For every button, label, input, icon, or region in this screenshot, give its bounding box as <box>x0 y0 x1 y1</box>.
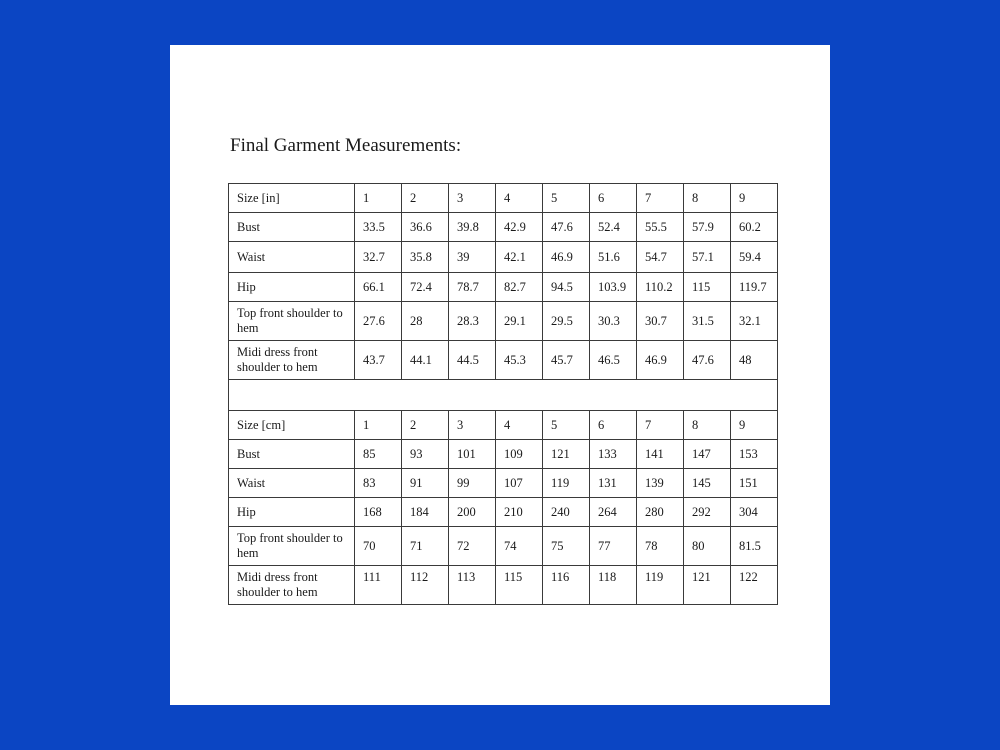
value-cell: 32.1 <box>731 302 778 341</box>
value-cell: 292 <box>684 498 731 527</box>
size-cell: 5 <box>543 184 590 213</box>
value-cell: 78 <box>637 527 684 566</box>
value-cell: 147 <box>684 440 731 469</box>
value-cell: 119.7 <box>731 273 778 302</box>
table-header-row-cm <box>229 411 778 440</box>
value-cell: 103.9 <box>590 273 637 302</box>
value-cell: 57.1 <box>684 242 731 273</box>
value-cell: 115 <box>684 273 731 302</box>
value-cell: 118 <box>590 566 637 605</box>
value-cell: 46.5 <box>590 341 637 380</box>
size-cell: 2 <box>402 184 449 213</box>
size-cell: 1 <box>355 184 402 213</box>
table-row <box>229 469 778 498</box>
table-row <box>229 566 778 605</box>
size-header-cm: Size [cm] <box>229 411 355 440</box>
value-cell: 101 <box>449 440 496 469</box>
row-label: Waist <box>229 242 355 273</box>
divider-cell <box>229 380 778 411</box>
value-cell: 36.6 <box>402 213 449 242</box>
value-cell: 29.1 <box>496 302 543 341</box>
value-cell: 93 <box>402 440 449 469</box>
value-cell: 44.5 <box>449 341 496 380</box>
value-cell: 200 <box>449 498 496 527</box>
value-cell: 240 <box>543 498 590 527</box>
row-label: Hip <box>229 498 355 527</box>
value-cell: 55.5 <box>637 213 684 242</box>
table-row <box>229 440 778 469</box>
value-cell: 184 <box>402 498 449 527</box>
value-cell: 27.6 <box>355 302 402 341</box>
value-cell: 70 <box>355 527 402 566</box>
page-title: Final Garment Measurements: <box>230 135 462 156</box>
size-cell: 2 <box>402 411 449 440</box>
value-cell: 210 <box>496 498 543 527</box>
value-cell: 47.6 <box>684 341 731 380</box>
value-cell: 44.1 <box>402 341 449 380</box>
value-cell: 81.5 <box>731 527 778 566</box>
value-cell: 82.7 <box>496 273 543 302</box>
value-cell: 33.5 <box>355 213 402 242</box>
size-cell: 3 <box>449 184 496 213</box>
size-cell: 5 <box>543 411 590 440</box>
value-cell: 28.3 <box>449 302 496 341</box>
value-cell: 66.1 <box>355 273 402 302</box>
value-cell: 46.9 <box>543 242 590 273</box>
value-cell: 78.7 <box>449 273 496 302</box>
value-cell: 115 <box>496 566 543 605</box>
table-row <box>229 498 778 527</box>
value-cell: 72.4 <box>402 273 449 302</box>
row-label: Midi dress front shoulder to hem <box>229 341 355 380</box>
value-cell: 72 <box>449 527 496 566</box>
value-cell: 304 <box>731 498 778 527</box>
value-cell: 264 <box>590 498 637 527</box>
value-cell: 60.2 <box>731 213 778 242</box>
table-row <box>229 213 778 242</box>
size-cell: 8 <box>684 411 731 440</box>
value-cell: 133 <box>590 440 637 469</box>
value-cell: 151 <box>731 469 778 498</box>
row-label: Top front shoulder to hem <box>229 302 355 341</box>
document-page <box>170 45 830 705</box>
row-label: Waist <box>229 469 355 498</box>
size-cell: 4 <box>496 411 543 440</box>
size-cell: 6 <box>590 411 637 440</box>
value-cell: 119 <box>637 566 684 605</box>
value-cell: 122 <box>731 566 778 605</box>
value-cell: 59.4 <box>731 242 778 273</box>
value-cell: 110.2 <box>637 273 684 302</box>
table-divider-row <box>229 380 778 411</box>
value-cell: 74 <box>496 527 543 566</box>
row-label: Hip <box>229 273 355 302</box>
size-cell: 7 <box>637 411 684 440</box>
value-cell: 42.1 <box>496 242 543 273</box>
size-cell: 7 <box>637 184 684 213</box>
value-cell: 113 <box>449 566 496 605</box>
size-cell: 4 <box>496 184 543 213</box>
value-cell: 43.7 <box>355 341 402 380</box>
size-cell: 3 <box>449 411 496 440</box>
value-cell: 46.9 <box>637 341 684 380</box>
value-cell: 121 <box>684 566 731 605</box>
value-cell: 52.4 <box>590 213 637 242</box>
value-cell: 83 <box>355 469 402 498</box>
value-cell: 51.6 <box>590 242 637 273</box>
size-cell: 9 <box>731 411 778 440</box>
value-cell: 30.3 <box>590 302 637 341</box>
value-cell: 99 <box>449 469 496 498</box>
size-cell: 1 <box>355 411 402 440</box>
value-cell: 145 <box>684 469 731 498</box>
value-cell: 57.9 <box>684 213 731 242</box>
value-cell: 109 <box>496 440 543 469</box>
value-cell: 94.5 <box>543 273 590 302</box>
value-cell: 107 <box>496 469 543 498</box>
table-row <box>229 273 778 302</box>
value-cell: 45.3 <box>496 341 543 380</box>
row-label: Bust <box>229 440 355 469</box>
size-cell: 6 <box>590 184 637 213</box>
value-cell: 153 <box>731 440 778 469</box>
value-cell: 32.7 <box>355 242 402 273</box>
size-cell: 8 <box>684 184 731 213</box>
value-cell: 30.7 <box>637 302 684 341</box>
table-row <box>229 302 778 341</box>
size-cell: 9 <box>731 184 778 213</box>
value-cell: 35.8 <box>402 242 449 273</box>
value-cell: 45.7 <box>543 341 590 380</box>
value-cell: 91 <box>402 469 449 498</box>
size-header-in: Size [in] <box>229 184 355 213</box>
table-row <box>229 341 778 380</box>
value-cell: 29.5 <box>543 302 590 341</box>
value-cell: 119 <box>543 469 590 498</box>
row-label: Bust <box>229 213 355 242</box>
value-cell: 141 <box>637 440 684 469</box>
value-cell: 71 <box>402 527 449 566</box>
row-label: Midi dress front shoulder to hem <box>229 566 355 605</box>
value-cell: 121 <box>543 440 590 469</box>
value-cell: 47.6 <box>543 213 590 242</box>
value-cell: 39 <box>449 242 496 273</box>
value-cell: 75 <box>543 527 590 566</box>
value-cell: 31.5 <box>684 302 731 341</box>
value-cell: 77 <box>590 527 637 566</box>
value-cell: 85 <box>355 440 402 469</box>
value-cell: 280 <box>637 498 684 527</box>
value-cell: 168 <box>355 498 402 527</box>
value-cell: 131 <box>590 469 637 498</box>
measurements-table <box>228 183 778 605</box>
value-cell: 39.8 <box>449 213 496 242</box>
value-cell: 54.7 <box>637 242 684 273</box>
value-cell: 48 <box>731 341 778 380</box>
table-row <box>229 242 778 273</box>
value-cell: 112 <box>402 566 449 605</box>
table-header-row-in <box>229 184 778 213</box>
value-cell: 28 <box>402 302 449 341</box>
value-cell: 139 <box>637 469 684 498</box>
value-cell: 111 <box>355 566 402 605</box>
value-cell: 42.9 <box>496 213 543 242</box>
row-label: Top front shoulder to hem <box>229 527 355 566</box>
value-cell: 116 <box>543 566 590 605</box>
table-row <box>229 527 778 566</box>
value-cell: 80 <box>684 527 731 566</box>
